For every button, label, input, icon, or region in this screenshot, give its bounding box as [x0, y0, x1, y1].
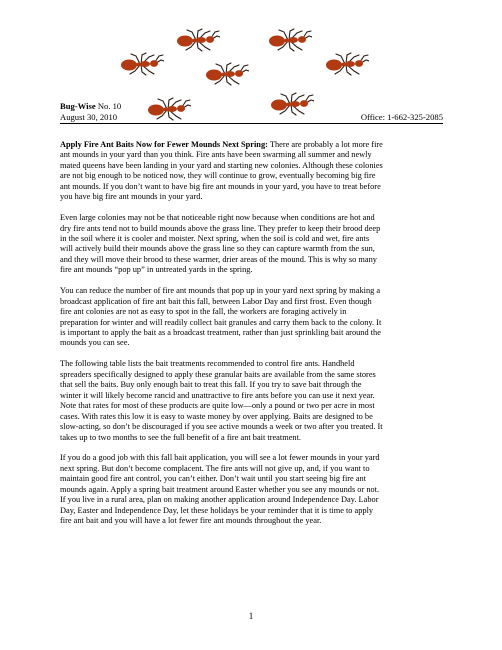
- paragraph-line: winter it will likely become rancid and unattractive to fire ants before you can use it next year.: [60, 390, 375, 400]
- fire-ant-icon: [268, 28, 312, 52]
- paragraph-line: Day, Easter and Independence Day, let these holidays be your reminder that it is time to apply: [60, 505, 374, 515]
- paragraph-line: If you live in a rural area, plan on making another application around Independence Day. Labor: [60, 495, 379, 505]
- paragraph-line: slow-acting, so don’t be discouraged if you see active mounds a week or two after you treated. It: [60, 422, 383, 432]
- paragraph-line: mated queens have been landing in your yard and starting new colonies. Although these colonies: [60, 160, 383, 170]
- paragraph-line: are not big enough to be noticed now, they will continue to grow, eventually becoming big fire: [60, 171, 376, 181]
- paragraph-line: spreaders specifically designed to apply these granular baits are available from the same stores: [60, 369, 376, 379]
- paragraph-line: you have big fire ant mounds in your yard.: [60, 192, 203, 202]
- fire-ant-icon: [205, 62, 249, 86]
- paragraph-line: ant mounds in your yard than you think. Fire ants have been swarming all summer and newly: [60, 150, 372, 160]
- paragraph-line: fire ant bait and you will have a lot fewer fire ant mounds throughout the year.: [60, 516, 322, 526]
- paragraph-line: fire ant colonies are not as easy to spot in the fall, the workers are foraging actively in: [60, 307, 347, 317]
- paragraph-line: There are probably a lot more fire: [267, 140, 383, 149]
- paragraph-line: You can reduce the number of fire ant mounds that pop up in your yard next spring by making a: [60, 286, 381, 296]
- paragraph-line: will actively build their mounds above the grass line so they can capture warmth from the sun,: [60, 244, 375, 254]
- fire-ant-icon: [325, 52, 369, 76]
- paragraph-line: next spring. But don’t become complacent. The fire ants will not give up, and, if you want to: [60, 463, 370, 473]
- article-paragraph: [60, 213, 443, 276]
- paragraph-line: dry fire ants tend not to build mounds above the grass line. They prefer to keep their brood deep: [60, 223, 381, 233]
- bulletin-meta: [60, 112, 443, 122]
- fire-ant-icon: [176, 28, 220, 52]
- fire-ant-icon: [120, 52, 164, 76]
- paragraph-line: ant mounds. If you don’t want to have big fire ant mounds in your yard, you have to treat before: [60, 181, 381, 191]
- bulletin-date: August 30, 2010: [60, 112, 118, 122]
- paragraph-line: broadcast application of fire ant bait this fall, between Labor Day and first frost. Even though: [60, 296, 372, 306]
- paragraph-line: Note that rates for most of these products are quite low—only a pound or two per acre in most: [60, 401, 375, 411]
- paragraph-line: The following table lists the bait treatments recommended to control fire ants. Handheld: [60, 359, 355, 369]
- page-number: 1: [248, 611, 254, 621]
- bulletin-name: Bug-Wise: [60, 101, 96, 111]
- bulletin-title: [60, 101, 443, 111]
- article-headline: Apply Fire Ant Baits Now for Fewer Mounds Next Spring:: [60, 140, 268, 149]
- paragraph-line: mounds you can see.: [60, 338, 130, 348]
- bulletin-number: No. 10: [97, 101, 122, 111]
- paragraph-line: takes up to two months to see the full benefit of a fire ant bait treatment.: [60, 432, 301, 442]
- article-paragraph: [60, 286, 443, 349]
- office-phone: Office: 1-662-325-2085: [360, 112, 443, 122]
- article-body: [60, 140, 443, 537]
- paragraph-line: If you do a good job with this fall bait application, you will see a lot fewer mounds in your yard: [60, 453, 380, 463]
- paragraph-line: in the soil where it is cooler and moister. Next spring, when the soil is cold and wet, fire ants: [60, 234, 370, 244]
- paragraph-line: maintain good fire ant control, you can’t either. Don’t wait until you start seeing big fire ant: [60, 474, 367, 484]
- paragraph-line: mounds again. Apply a spring bait treatment around Easter whether you see any mounds or not.: [60, 484, 380, 494]
- header-divider: [60, 123, 443, 124]
- article-paragraph: [60, 359, 443, 443]
- paragraph-line: is important to apply the bait as a broadcast treatment, rather than just sprinkling bait around the: [60, 328, 381, 338]
- paragraph-line: Even large colonies may not be that noticeable right now because when conditions are hot and: [60, 213, 375, 223]
- paragraph-line: cases. With rates this low it is easy to waste money by over applying. Baits are designed to be: [60, 411, 373, 421]
- paragraph-line: preparation for winter and will readily collect bait granules and carry them back to the colony. It: [60, 317, 382, 327]
- article-paragraph: [60, 140, 443, 203]
- paragraph-line: fire ant mounds “pop up” in untreated yards in the spring.: [60, 265, 253, 275]
- article-paragraph: [60, 453, 443, 526]
- paragraph-line: and they will move their brood to these warmer, drier areas of the mound. This is why so many: [60, 254, 377, 264]
- paragraph-line: that sell the baits. Buy only enough bait to treat this fall. If you try to save bait through the: [60, 380, 362, 390]
